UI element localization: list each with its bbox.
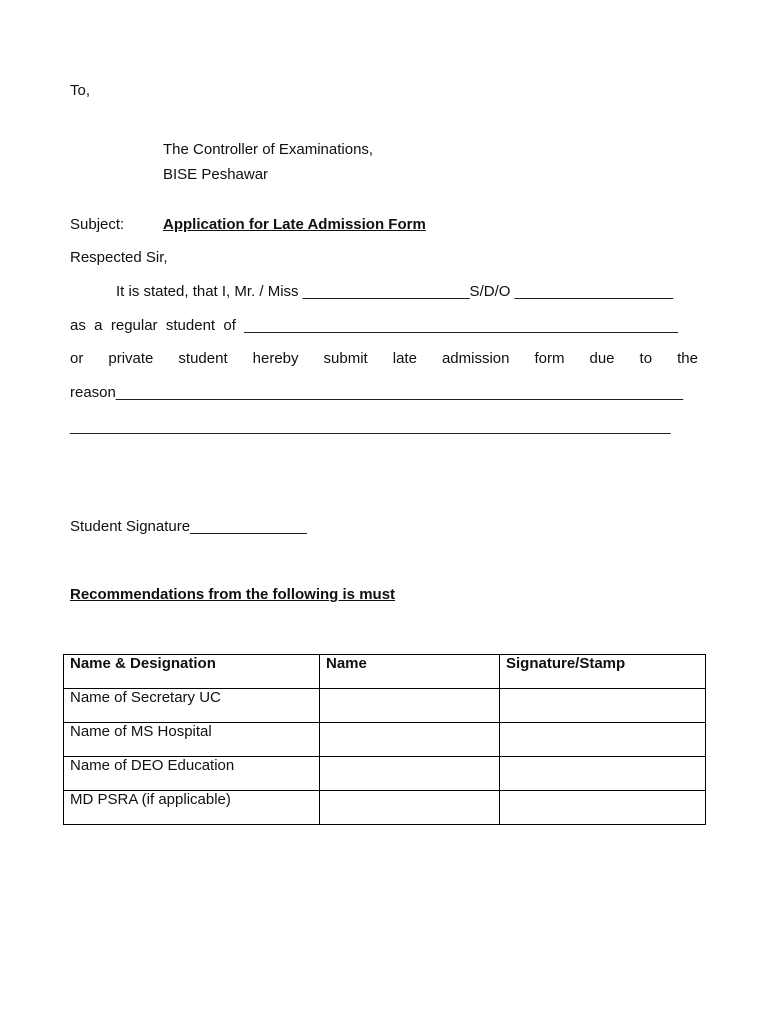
body-word: or	[70, 350, 84, 367]
header-name: Name	[320, 655, 500, 689]
row-name-cell	[320, 689, 500, 723]
table-row	[64, 723, 706, 757]
row-name-cell	[320, 791, 500, 825]
row-signature-cell	[500, 723, 706, 757]
body-word: the	[677, 350, 698, 367]
header-signature-stamp: Signature/Stamp	[500, 655, 706, 689]
row-name-cell	[320, 723, 500, 757]
row-designation: MD PSRA (if applicable)	[64, 791, 320, 825]
body-word: hereby	[252, 350, 299, 367]
body-line-1: It is stated, that I, Mr. / Miss ____________________S/D/O ___________________	[116, 283, 674, 300]
body-word: to	[639, 350, 653, 367]
body-word: private	[108, 350, 154, 367]
body-line-2: as a regular student of ____________________________________________________	[70, 317, 679, 334]
student-signature-line: Student Signature______________	[70, 518, 307, 535]
recipient-line-1: The Controller of Examinations,	[163, 141, 374, 158]
row-designation: Name of DEO Education	[64, 757, 320, 791]
recommendations-table	[63, 654, 706, 825]
row-designation: Name of Secretary UC	[64, 689, 320, 723]
row-signature-cell	[500, 689, 706, 723]
subject-text: Application for Late Admission Form	[163, 216, 426, 233]
salutation-to: To,	[70, 82, 91, 99]
row-signature-cell	[500, 757, 706, 791]
row-designation: Name of MS Hospital	[64, 723, 320, 757]
table-row	[64, 757, 706, 791]
body-word: student	[178, 350, 228, 367]
recommendations-heading: Recommendations from the following is must	[70, 586, 396, 603]
body-line-5: ________________________________________________________________________	[70, 418, 671, 435]
greeting: Respected Sir,	[70, 249, 168, 266]
body-word: submit	[323, 350, 368, 367]
subject-label: Subject:	[70, 216, 125, 233]
body-word: admission	[441, 350, 510, 367]
row-name-cell	[320, 757, 500, 791]
row-signature-cell	[500, 791, 706, 825]
body-line-3	[70, 350, 698, 368]
table-header-row	[64, 655, 706, 689]
body-line-4: reason____________________________________________________________________	[70, 384, 684, 401]
body-word: form	[534, 350, 565, 367]
header-name-designation: Name & Designation	[64, 655, 320, 689]
table-row	[64, 689, 706, 723]
body-word: due	[589, 350, 615, 367]
recipient-line-2: BISE Peshawar	[163, 166, 269, 183]
body-word: late	[392, 350, 417, 367]
table-row	[64, 791, 706, 825]
